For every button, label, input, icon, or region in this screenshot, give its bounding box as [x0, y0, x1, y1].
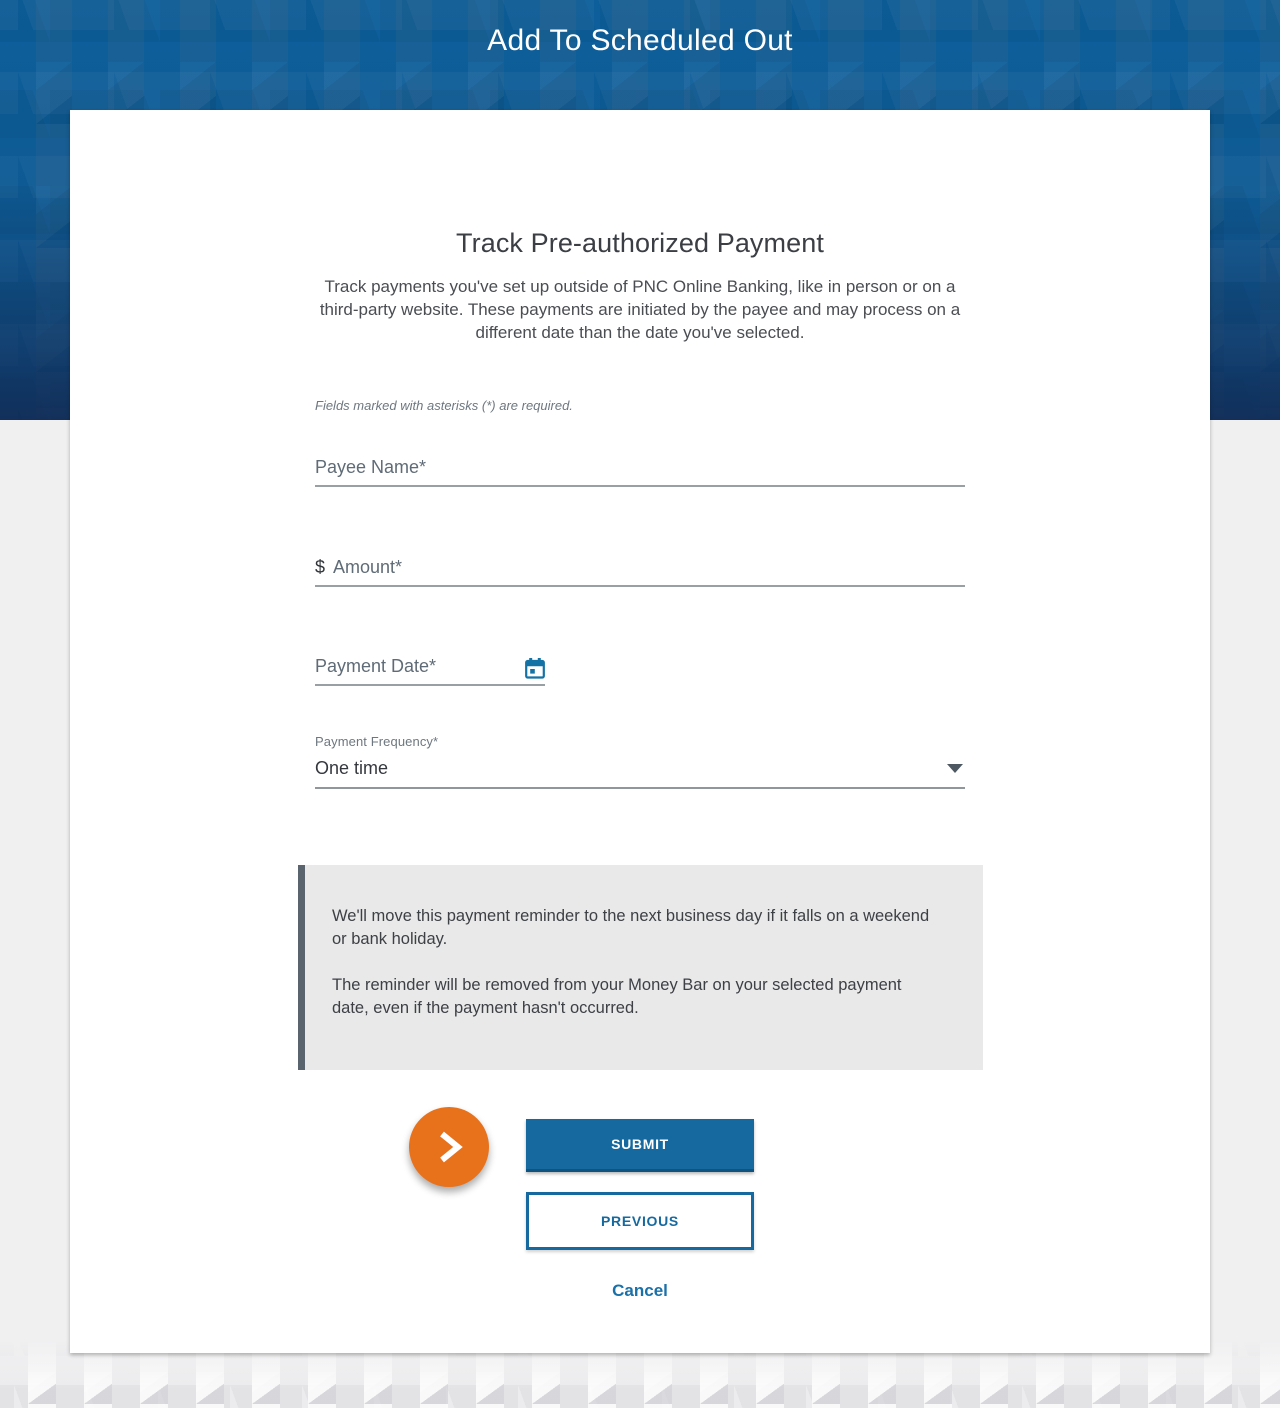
calendar-icon[interactable] — [525, 658, 545, 679]
info-paragraph: We'll move this payment reminder to the next business day if it falls on a weekend or bank holiday. — [332, 907, 930, 948]
form-title: Track Pre-authorized Payment — [456, 228, 824, 258]
cancel-link[interactable]: Cancel — [612, 1281, 668, 1300]
payee-name-input[interactable] — [315, 457, 965, 487]
page-title: Add To Scheduled Out — [487, 24, 793, 57]
chevron-down-icon — [947, 764, 963, 773]
currency-prefix: $ — [315, 557, 326, 577]
payment-frequency-value: One time — [315, 758, 389, 778]
submit-button[interactable]: SUBMIT — [526, 1119, 754, 1172]
payee-name-field — [315, 457, 965, 487]
payment-frequency-field — [315, 734, 965, 789]
previous-button[interactable]: PREVIOUS — [526, 1192, 754, 1250]
info-box — [298, 865, 983, 1070]
required-fields-note: Fields marked with asterisks (*) are required. — [315, 398, 573, 413]
modal-card — [70, 110, 1210, 1353]
next-step-coach-mark[interactable] — [409, 1107, 489, 1187]
form-actions — [315, 1119, 965, 1301]
chevron-right-icon — [432, 1125, 466, 1169]
amount-input[interactable] — [333, 557, 965, 585]
form-content — [315, 398, 965, 1301]
amount-field — [315, 557, 965, 587]
payment-frequency-select[interactable] — [315, 749, 965, 789]
info-paragraph: The reminder will be removed from your Money Bar on your selected payment date, even if the payment hasn't occurred. — [332, 976, 902, 1017]
form-description: Track payments you've set up outside of PNC Online Banking, like in person or on a third-party website. These payments are initiated by the payee and may process on a different date than the date you've selected. — [319, 277, 961, 342]
payment-date-input[interactable] — [315, 656, 545, 686]
payment-frequency-label: Payment Frequency* — [315, 734, 439, 749]
payment-date-field — [315, 656, 545, 686]
